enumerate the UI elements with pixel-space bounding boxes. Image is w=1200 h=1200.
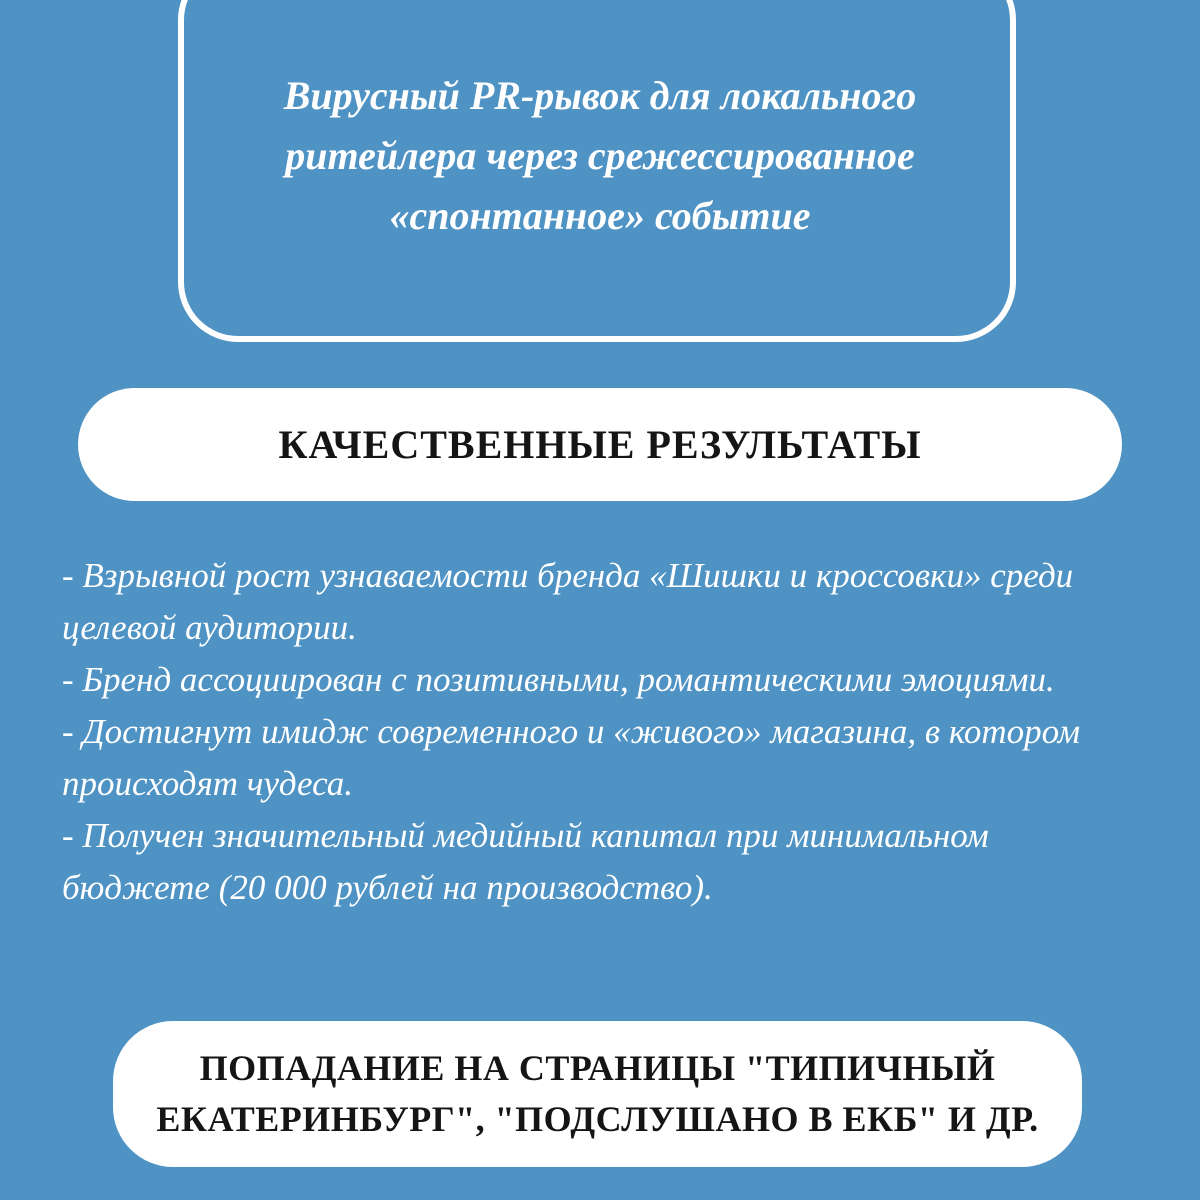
results-heading-pill (78, 388, 1122, 501)
results-heading: КАЧЕСТВЕННЫЕ РЕЗУЛЬТАТЫ (278, 422, 922, 467)
results-list (62, 550, 1142, 914)
page-title: Вирусный PR-рывок для локального ритейлера через срежессированное «спонтанное» событие (283, 73, 917, 238)
list-item: - Достигнут имидж современного и «живого» магазина, в котором происходят чудеса. (62, 712, 1081, 803)
list-item: - Взрывной рост узнаваемости бренда «Шишки и кроссовки» среди целевой аудитории. (62, 556, 1074, 647)
pages-note: ПОПАДАНИЕ НА СТРАНИЦЫ "ТИПИЧНЫЙ ЕКАТЕРИНБУРГ", "ПОДСЛУШАНО В ЕКБ" И ДР. (156, 1048, 1039, 1139)
pages-note-pill (113, 1021, 1082, 1167)
list-item: - Бренд ассоциирован с позитивными, романтическими эмоциями. (62, 660, 1055, 699)
list-item: - Получен значительный медийный капитал при минимальном бюджете (20 000 рублей на производство). (62, 816, 989, 907)
